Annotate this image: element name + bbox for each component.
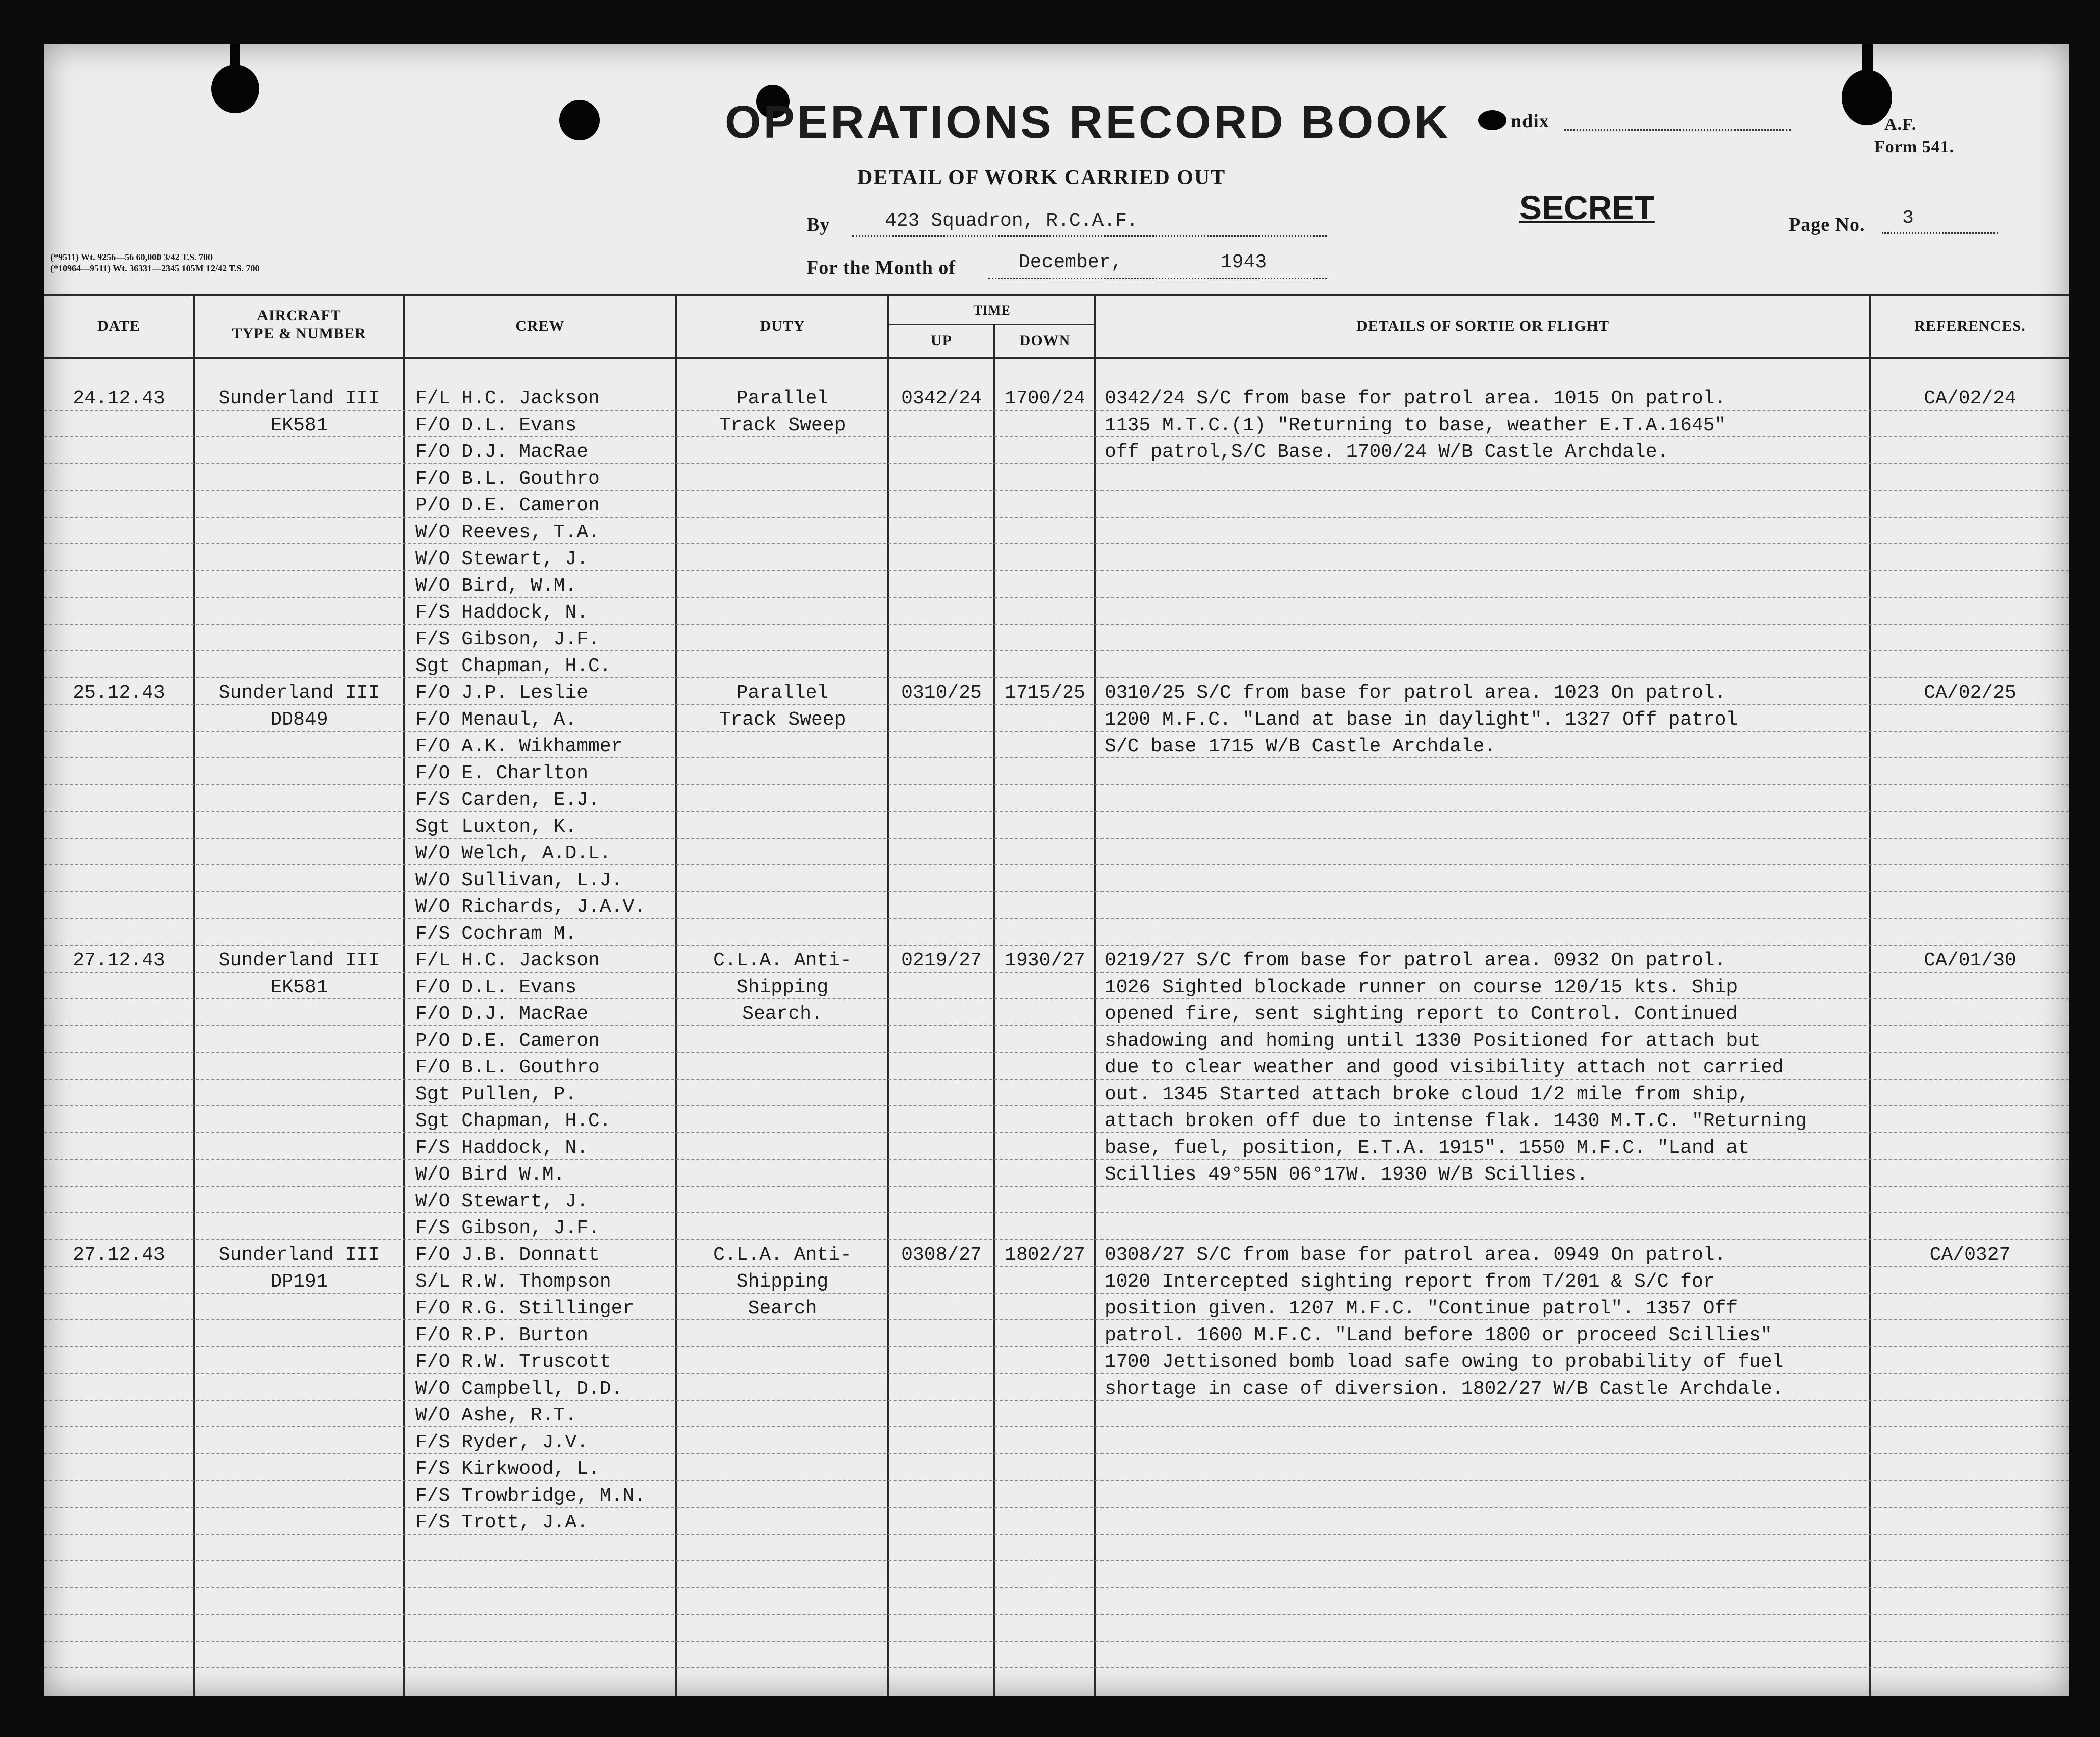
col-header-references: REFERENCES. xyxy=(1914,318,2026,334)
page-title: OPERATIONS RECORD BOOK xyxy=(725,96,1451,148)
crew-member: F/O B.L. Gouthro xyxy=(415,1057,600,1079)
ruled-line xyxy=(44,1614,2069,1615)
entry-crew-list xyxy=(415,680,646,947)
print-code-2: (*10964—9511) Wt. 36331—2345 105M 12/42 T.S. 700 xyxy=(50,263,260,273)
entry-details xyxy=(1105,947,1807,1188)
details-line: 1026 Sighted blockade runner on course 120/15 kts. Ship xyxy=(1105,977,1738,998)
details-line: due to clear weather and good visibility attach not carried xyxy=(1105,1057,1784,1079)
entry-duty xyxy=(677,385,887,439)
ruled-line xyxy=(44,1507,2069,1508)
entry-time-down: 1802/27 xyxy=(1005,1244,1085,1266)
ruled-line xyxy=(44,864,2069,865)
entry-time-down: 1930/27 xyxy=(1005,950,1085,972)
duty-line: Search xyxy=(748,1298,817,1319)
details-line: Scillies 49°55N 06°17W. 1930 W/B Scillies. xyxy=(1105,1164,1588,1186)
ruled-line xyxy=(44,517,2069,518)
col-header-details: DETAILS OF SORTIE OR FLIGHT xyxy=(1356,318,1610,334)
duty-line: Search. xyxy=(742,1003,823,1025)
crew-member: F/O E. Charlton xyxy=(415,762,589,784)
ruled-line xyxy=(44,490,2069,491)
table-top-border xyxy=(44,294,2069,296)
details-line: S/C base 1715 W/B Castle Archdale. xyxy=(1105,736,1496,757)
entry-crew-list xyxy=(415,1242,646,1536)
entry-crew-list xyxy=(415,385,611,680)
crew-member: W/O Richards, J.A.V. xyxy=(415,896,646,918)
crew-member: F/O R.G. Stillinger xyxy=(415,1298,635,1319)
ruled-line xyxy=(44,624,2069,625)
details-line: 0219/27 S/C from base for patrol area. 0932 On patrol. xyxy=(1105,950,1726,972)
details-line: 1700 Jettisoned bomb load safe owing to probability of fuel xyxy=(1105,1351,1784,1373)
duty-line: Track Sweep xyxy=(719,415,846,436)
col-header-down: DOWN xyxy=(1019,332,1071,349)
duty-line: Parallel xyxy=(736,388,829,410)
crew-member: F/O A.K. Wikhammer xyxy=(415,736,623,757)
col-header-crew: CREW xyxy=(515,318,565,334)
details-line: 1135 M.T.C.(1) "Returning to base, weather E.T.A.1645" xyxy=(1105,415,1726,436)
crew-member: P/O D.E. Cameron xyxy=(415,495,600,517)
crew-member: W/O Welch, A.D.L. xyxy=(415,843,611,864)
ruled-line xyxy=(44,1239,2069,1240)
month-underline xyxy=(988,278,1327,279)
entry-aircraft-number: DP191 xyxy=(270,1271,328,1293)
details-line: patrol. 1600 M.F.C. "Land before 1800 or proceed Scillies" xyxy=(1105,1324,1772,1346)
duty-line: Shipping xyxy=(736,1271,829,1293)
details-line: 0308/27 S/C from base for patrol area. 0949 On patrol. xyxy=(1105,1244,1726,1266)
entry-aircraft-number: DD849 xyxy=(270,709,328,731)
ruled-line xyxy=(44,677,2069,678)
duty-line: C.L.A. Anti- xyxy=(713,1244,852,1266)
ruled-line xyxy=(44,945,2069,946)
entry-aircraft-number: EK581 xyxy=(270,415,328,436)
details-line: attach broken off due to intense flak. 1430 M.T.C. "Returning xyxy=(1105,1110,1807,1132)
crew-member: F/S Haddock, N. xyxy=(415,602,589,624)
crew-member: F/S Cochram M. xyxy=(415,923,577,945)
crew-member: F/S Gibson, J.F. xyxy=(415,629,600,650)
form-line-2: Form 541. xyxy=(1874,138,1955,157)
crew-member: S/L R.W. Thompson xyxy=(415,1271,611,1293)
binder-peg-right xyxy=(1862,44,1873,80)
ruled-line xyxy=(44,1667,2069,1668)
details-line: position given. 1207 M.F.C. "Continue patrol". 1357 Off xyxy=(1105,1298,1738,1319)
crew-member: F/O J.P. Leslie xyxy=(415,682,589,704)
entry-time-down: 1700/24 xyxy=(1005,388,1085,410)
col-header-aircraft: AIRCRAFT TYPE & NUMBER xyxy=(232,307,366,342)
ruled-line xyxy=(44,1426,2069,1427)
month-label: For the Month of xyxy=(807,257,956,278)
crew-member: F/O Menaul, A. xyxy=(415,709,577,731)
crew-member: W/O Bird, W.M. xyxy=(415,575,577,597)
crew-member: F/L H.C. Jackson xyxy=(415,950,600,972)
binder-hole-appendix xyxy=(1478,110,1506,130)
details-line: 1200 M.F.C. "Land at base in daylight". 1327 Off patrol xyxy=(1105,709,1738,731)
crew-member: Sgt Chapman, H.C. xyxy=(415,655,611,677)
crew-member: F/O D.J. MacRae xyxy=(415,441,589,463)
ruled-line xyxy=(44,1560,2069,1561)
ruled-line xyxy=(44,1212,2069,1213)
squadron-underline xyxy=(852,235,1327,237)
ruled-line xyxy=(44,838,2069,839)
crew-member: F/S Trowbridge, M.N. xyxy=(415,1485,646,1507)
details-line: 0310/25 S/C from base for patrol area. 1023 On patrol. xyxy=(1105,682,1726,704)
ruled-line xyxy=(44,463,2069,464)
entry-date: 27.12.43 xyxy=(73,950,165,972)
col-header-date: DATE xyxy=(97,318,141,334)
ruled-line xyxy=(44,1480,2069,1481)
duty-line: C.L.A. Anti- xyxy=(713,950,852,972)
crew-member: F/L H.C. Jackson xyxy=(415,388,600,410)
month-value: December, xyxy=(1019,251,1123,273)
crew-member: P/O D.E. Cameron xyxy=(415,1030,600,1052)
details-line: out. 1345 Started attach broke cloud 1/2 mile from ship, xyxy=(1105,1084,1750,1105)
crew-member: F/O B.L. Gouthro xyxy=(415,468,600,490)
crew-member: F/O D.L. Evans xyxy=(415,415,577,436)
details-line: shadowing and homing until 1330 Positioned for attach but xyxy=(1105,1030,1761,1052)
crew-member: F/O D.J. MacRae xyxy=(415,1003,589,1025)
crew-member: W/O Sullivan, L.J. xyxy=(415,870,623,891)
entry-date: 25.12.43 xyxy=(73,682,165,704)
duty-line: Parallel xyxy=(736,682,829,704)
entry-duty xyxy=(677,680,887,733)
year-value: 1943 xyxy=(1221,251,1267,273)
ruled-line xyxy=(44,1587,2069,1588)
duty-line: Shipping xyxy=(736,977,829,998)
binder-peg-left xyxy=(230,44,240,75)
by-label: By xyxy=(807,214,830,235)
crew-member: F/O D.L. Evans xyxy=(415,977,577,998)
crew-member: W/O Ashe, R.T. xyxy=(415,1405,577,1426)
col-border-duty xyxy=(887,294,889,1696)
entry-aircraft-number: EK581 xyxy=(270,977,328,998)
crew-member: W/O Bird W.M. xyxy=(415,1164,565,1186)
page-subtitle: DETAIL OF WORK CARRIED OUT xyxy=(857,166,1226,189)
ruled-line xyxy=(44,918,2069,919)
operations-table xyxy=(44,294,2069,1696)
ruled-line xyxy=(44,1534,2069,1535)
details-line: shortage in case of diversion. 1802/27 W/B Castle Archdale. xyxy=(1105,1378,1784,1400)
entry-time-down: 1715/25 xyxy=(1005,682,1085,704)
details-line: opened fire, sent sighting report to Control. Continued xyxy=(1105,1003,1738,1025)
col-header-duty: DUTY xyxy=(760,318,805,334)
ruled-line xyxy=(44,1641,2069,1642)
entry-date: 24.12.43 xyxy=(73,388,165,410)
entry-reference: CA/02/25 xyxy=(1924,682,2016,704)
time-subheader-border xyxy=(887,324,1094,325)
squadron-value: 423 Squadron, R.C.A.F. xyxy=(885,210,1138,232)
crew-member: W/O Reeves, T.A. xyxy=(415,522,600,543)
details-line: 1020 Intercepted sighting report from T/201 & S/C for xyxy=(1105,1271,1715,1293)
details-line: 0342/24 S/C from base for patrol area. 1015 On patrol. xyxy=(1105,388,1726,410)
col-border-down xyxy=(1094,294,1096,1696)
col-header-up: UP xyxy=(931,332,952,349)
classification-stamp: SECRET xyxy=(1519,189,1655,226)
header-bottom-border xyxy=(44,357,2069,359)
binder-hole-small xyxy=(559,100,600,140)
entry-details xyxy=(1105,385,1726,466)
ruled-line xyxy=(44,570,2069,571)
entry-details xyxy=(1105,680,1738,760)
crew-member: F/S Ryder, J.V. xyxy=(415,1432,589,1453)
entry-aircraft-type: Sunderland III xyxy=(218,682,380,704)
ruled-line xyxy=(44,650,2069,651)
details-line: base, fuel, position, E.T.A. 1915". 1550 M.F.C. "Land at xyxy=(1105,1137,1750,1159)
record-sheet xyxy=(44,44,2069,1696)
entry-crew-list xyxy=(415,947,611,1242)
crew-member: F/S Carden, E.J. xyxy=(415,789,600,811)
crew-member: F/O J.B. Donnatt xyxy=(415,1244,600,1266)
crew-member: Sgt Pullen, P. xyxy=(415,1084,577,1105)
appendix-label: ndix xyxy=(1511,111,1549,132)
entry-time-up: 0219/27 xyxy=(901,950,982,972)
ruled-line xyxy=(44,1453,2069,1454)
ruled-line xyxy=(44,891,2069,892)
page-number-label: Page No. xyxy=(1789,214,1865,235)
entry-duty xyxy=(677,947,887,1028)
crew-member: F/S Kirkwood, L. xyxy=(415,1458,600,1480)
crew-member: F/S Gibson, J.F. xyxy=(415,1217,600,1239)
col-border-aircraft xyxy=(403,294,405,1696)
crew-member: F/O R.W. Truscott xyxy=(415,1351,611,1373)
entry-details xyxy=(1105,1242,1783,1402)
entry-reference: CA/01/30 xyxy=(1924,950,2016,972)
page-number-value: 3 xyxy=(1902,207,1914,229)
print-code-1: (*9511) Wt. 9256—56 60,000 3/42 T.S. 700 xyxy=(50,252,213,262)
entry-aircraft-type: Sunderland III xyxy=(218,950,380,972)
crew-member: W/O Stewart, J. xyxy=(415,548,589,570)
page-number-underline xyxy=(1882,232,1998,234)
details-line: off patrol,S/C Base. 1700/24 W/B Castle Archdale. xyxy=(1105,441,1669,463)
entry-time-up: 0308/27 xyxy=(901,1244,982,1266)
form-line-1: A.F. xyxy=(1884,115,1917,134)
col-header-time: TIME xyxy=(973,303,1011,318)
entry-time-up: 0310/25 xyxy=(901,682,982,704)
crew-member: F/O R.P. Burton xyxy=(415,1324,589,1346)
crew-member: Sgt Luxton, K. xyxy=(415,816,577,838)
crew-member: W/O Stewart, J. xyxy=(415,1191,589,1212)
crew-member: F/S Haddock, N. xyxy=(415,1137,589,1159)
crew-member: F/S Trott, J.A. xyxy=(415,1512,589,1534)
entry-reference: CA/02/24 xyxy=(1924,388,2016,410)
entry-aircraft-type: Sunderland III xyxy=(218,1244,380,1266)
ruled-line xyxy=(44,811,2069,812)
col-border-details xyxy=(1869,294,1871,1696)
ruled-line xyxy=(44,757,2069,758)
ruled-line xyxy=(44,597,2069,598)
entry-date: 27.12.43 xyxy=(73,1244,165,1266)
entry-reference: CA/0327 xyxy=(1929,1244,2011,1266)
appendix-underline xyxy=(1564,129,1791,131)
crew-member: W/O Campbell, D.D. xyxy=(415,1378,623,1400)
crew-member: Sgt Chapman, H.C. xyxy=(415,1110,611,1132)
entry-duty xyxy=(677,1242,887,1322)
entry-aircraft-type: Sunderland III xyxy=(218,388,380,410)
duty-line: Track Sweep xyxy=(719,709,846,731)
ruled-line xyxy=(44,543,2069,544)
ruled-line xyxy=(44,784,2069,785)
col-border-up xyxy=(993,324,995,1696)
entry-time-up: 0342/24 xyxy=(901,388,982,410)
